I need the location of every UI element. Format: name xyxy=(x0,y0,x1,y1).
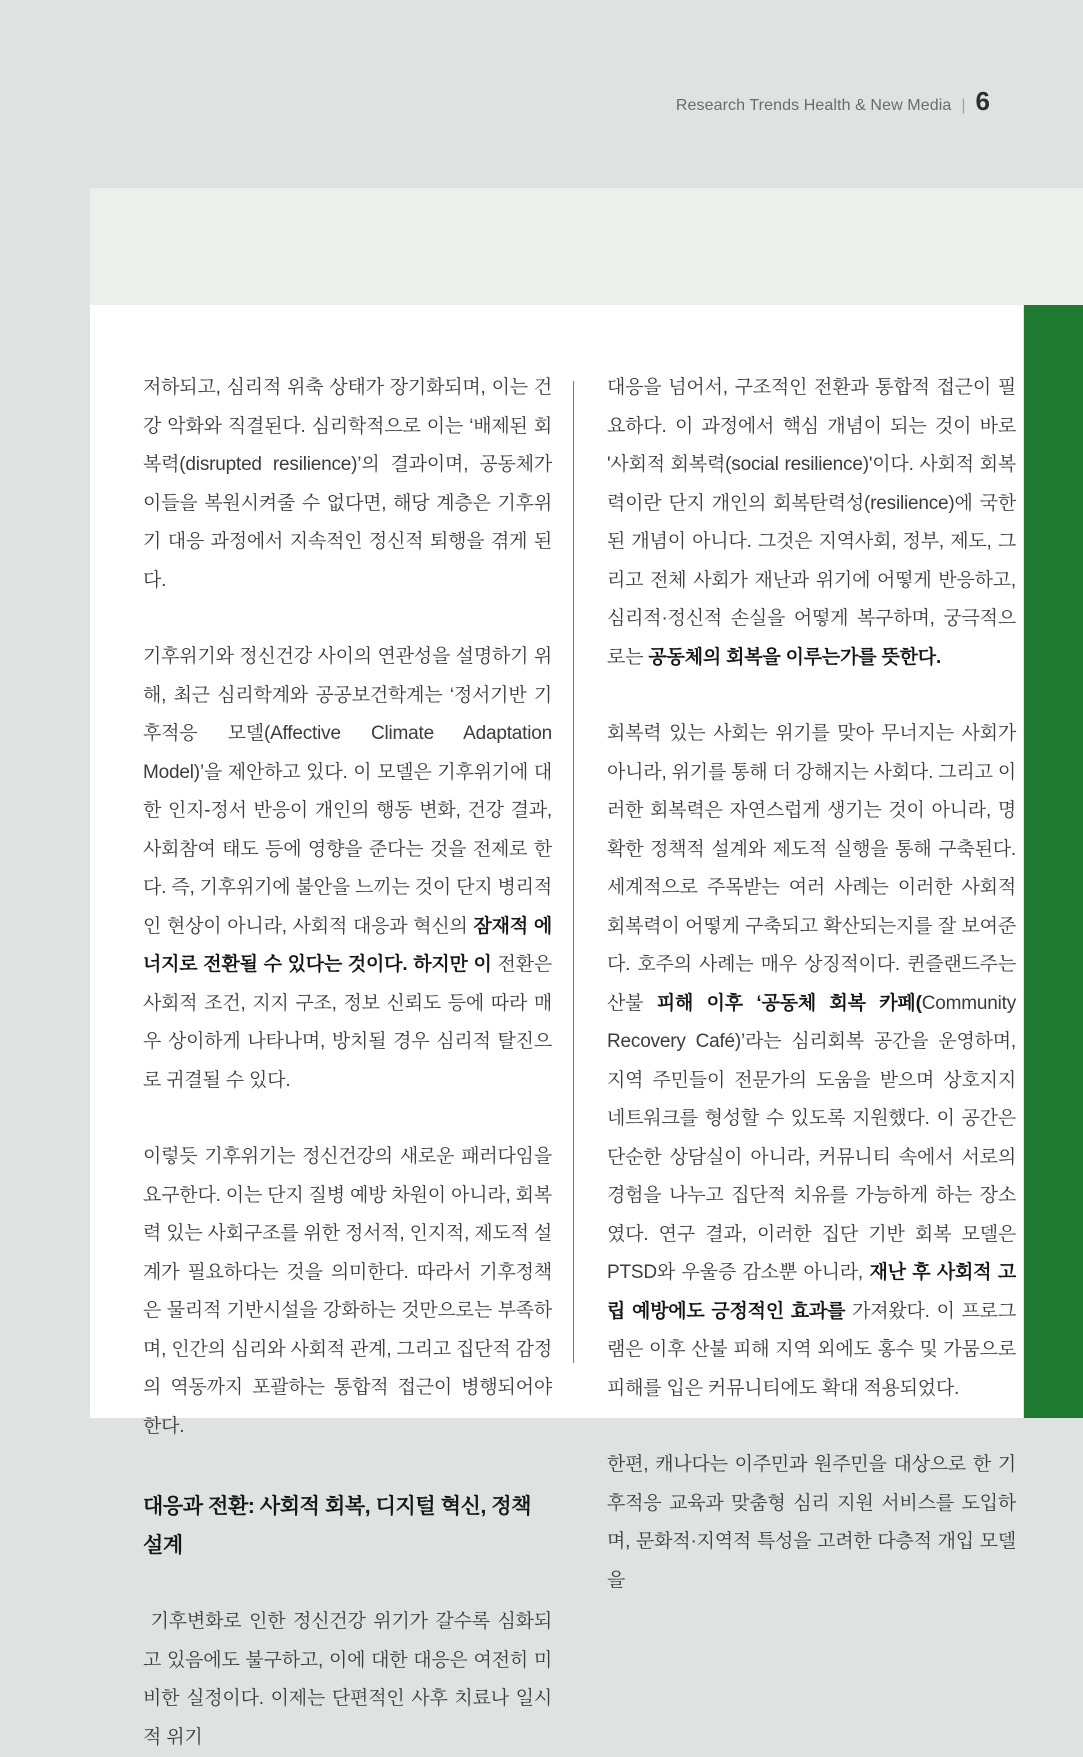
right-text-column xyxy=(607,369,1016,1600)
green-sidebar xyxy=(1024,305,1083,1418)
body-text: 이렇듯 기후위기는 정신건강의 새로운 패러다임을 요구한다. 이는 단지 질병 예방 차원이 아니라, 회복력 있는 사회구조를 위한 정서적, 인지적, 제도적 설계가 필요하다는 것을 의미한다. 따라서 기후정책은 물리적 기반시설을 강화하는 것만으로는 부족하며, 인간의 심리와 사회적 관계, 그리고 집단적 감정의 역동까지 포괄하는 통합적 접근이 병행되어야 한다. xyxy=(143,1146,552,1437)
header-separator: | xyxy=(961,97,966,114)
left-text-column xyxy=(143,369,552,1757)
emphasized-text: 피해 이후 ‘공동체 회복 카페( xyxy=(656,992,922,1014)
body-text: 가져왔다. 이 프로그램은 이후 산불 피해 지역 외에도 홍수 및 가뭄으로 피해를 입은 커뮤니티에도 확대 적용되었다. xyxy=(607,1300,1016,1399)
body-text: 대응을 넘어서, 구조적인 전환과 통합적 접근이 필요하다. 이 과정에서 핵심 개념이 되는 것이 바로 '사회적 회복력(social resilience)'이다. 사회적 회복력이란 단지 개인의 회복탄력성(resilience)에 국한된 개념이 아니다. 그것은 지역사회, 정부, 제도, 그리고 전체 사회가 재난과 위기에 어떻게 반응하고, 심리적·정신적 손실을 어떻게 복구하며, 궁극적으로는 xyxy=(607,377,1016,668)
body-text: 회복력 있는 사회는 위기를 맞아 무너지는 사회가 아니라, 위기를 통해 더 강해지는 사회다. 그리고 이러한 회복력은 자연스럽게 생기는 것이 아니라, 명확한 정책적 설계와 제도적 실행을 통해 구축된다. 세계적으로 주목받는 여러 사례는 이러한 사회적 회복력이 어떻게 구축되고 확산되는지를 잘 보여준다. 호주의 사례는 매우 상징적이다. 퀸즐랜드주는 산불 xyxy=(607,723,1016,1014)
emphasized-text: 재난 후 사회적 고립 예방에도 긍정적인 효과를 xyxy=(607,1262,1016,1322)
body-text: 기후위기와 정신건강 사이의 연관성을 설명하기 위해, 최근 심리학계와 공공보건학계는 ‘정서기반 기후적응 모델(Affective Climate Adaptation Model)’을 제안하고 있다. 이 모델은 기후위기에 대한 인지-정서 반응이 개인의 행동 변화, 건강 결과, 사회참여 태도 등에 영향을 준다는 것을 전제로 한다. 즉, 기후위기에 불안을 느끼는 것이 단지 병리적인 현상이 아니라, 사회적 대응과 혁신의 xyxy=(143,646,552,937)
body-text: 기후변화로 인한 정신건강 위기가 갈수록 심화되고 있음에도 불구하고, 이에 대한 대응은 여전히 미비한 실정이다. 이제는 단편적인 사후 치료나 일시적 위기 xyxy=(143,1611,552,1748)
page-header xyxy=(676,86,990,117)
emphasized-text: 공동체의 회복을 이루는가를 뜻한다. xyxy=(648,646,942,668)
paragraph xyxy=(607,1446,1016,1600)
body-text: Community Recovery Café)’라는 심리회복 공간을 운영하며, 지역 주민들이 전문가의 도움을 받으며 상호지지 네트워크를 형성할 수 있도록 지원했다. 이 공간은 단순한 상담실이 아니라, 커뮤니티 속에서 서로의 경험을 나누고 집단적 치유를 가능하게 하는 장소였다. 연구 결과, 이러한 집단 기반 회복 모델은 PTSD와 우울증 감소뿐 아니라, xyxy=(607,992,1016,1283)
paragraph xyxy=(143,1603,552,1757)
paragraph xyxy=(607,369,1016,677)
column-divider xyxy=(573,381,574,1363)
body-text: 저하되고, 심리적 위축 상태가 장기화되며, 이는 건강 악화와 직결된다. 심리학적으로 이는 ‘배제된 회복력(disrupted resilience)’의 결과이며, 공동체가 이들을 복원시켜줄 수 없다면, 해당 계층은 기후위기 대응 과정에서 지속적인 정신적 퇴행을 겪게 된다. xyxy=(143,377,552,591)
emphasized-text: 대응과 전환: 사회적 회복, 디지털 혁신, 정책 설계 xyxy=(143,1495,532,1557)
paragraph xyxy=(143,1138,552,1446)
paragraph xyxy=(607,715,1016,1408)
paragraph xyxy=(143,638,552,1100)
body-text: 전환은 사회적 조건, 지지 구조, 정보 신뢰도 등에 따라 매우 상이하게 나타나며, 방치될 경우 심리적 탈진으로 귀결될 수 있다. xyxy=(143,954,552,1091)
top-band xyxy=(90,188,1083,305)
publication-title: Research Trends Health & New Media xyxy=(675,97,952,114)
page-number: 6 xyxy=(975,86,990,116)
section-heading xyxy=(143,1488,552,1565)
emphasized-text: 잠재적 에너지로 전환될 수 있다는 것이다. 하지만 이 xyxy=(143,915,552,975)
paragraph xyxy=(143,369,552,600)
body-text: 한편, 캐나다는 이주민과 원주민을 대상으로 한 기후적응 교육과 맞춤형 심리 지원 서비스를 도입하며, 문화적·지역적 특성을 고려한 다층적 개입 모델을 xyxy=(607,1454,1016,1591)
